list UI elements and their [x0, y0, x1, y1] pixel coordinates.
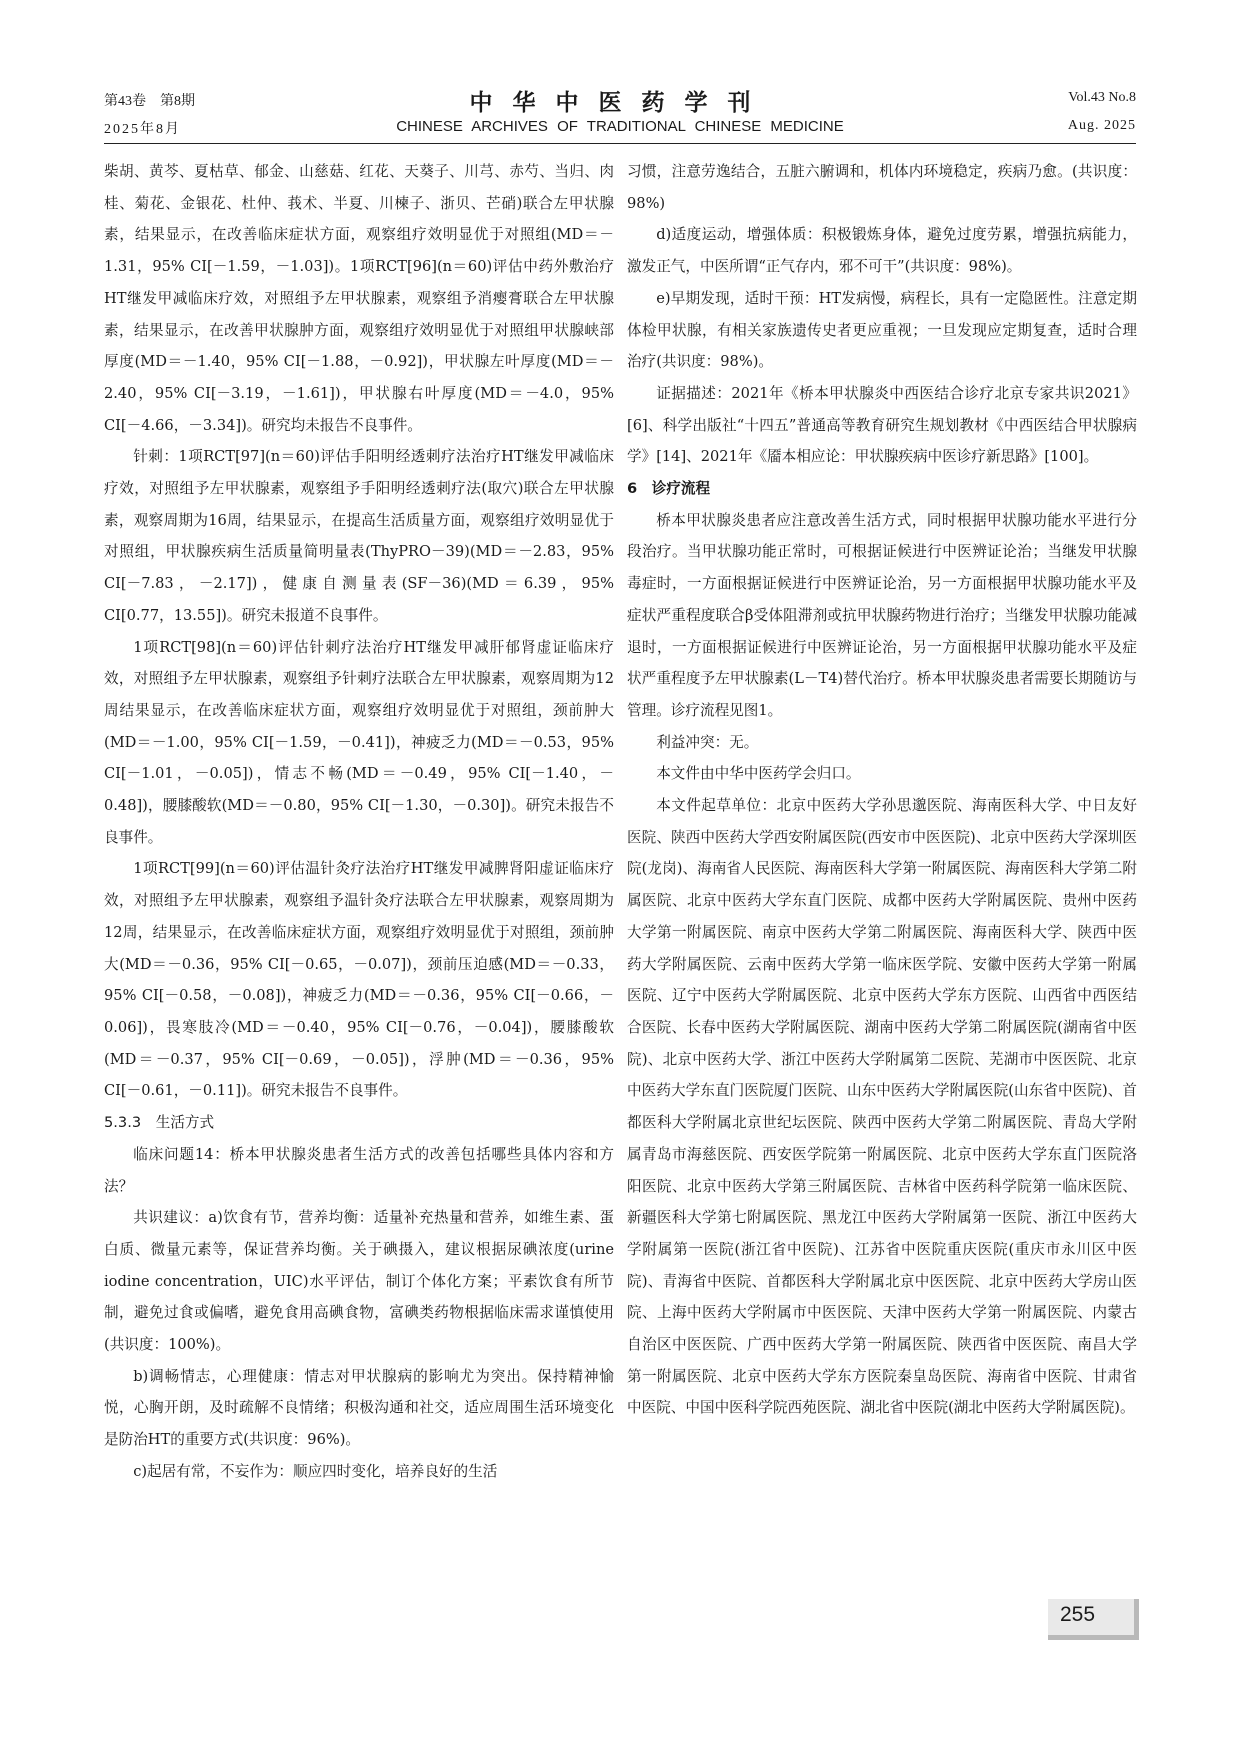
- journal-title-cn: 中华中医药学刊: [469, 90, 771, 116]
- paragraph: b)调畅情志，心理健康：情志对甲状腺病的影响尤为突出。保持精神愉悦，心胸开朗，及时疏解不良情绪；积极沟通和社交，适应周围生活环境变化是防治HT的重要方式(共识度：96%)。: [104, 1367, 614, 1449]
- page-number: 255: [1060, 1603, 1096, 1626]
- header-rule: [104, 143, 1136, 144]
- paragraph: 1项RCT[98](n＝60)评估针刺疗法治疗HT继发甲减肝郁肾虚证临床疗效，对照组予左甲状腺素，观察组予针刺疗法联合左甲状腺素，观察周期为12周结果显示，在改善临床症状方面，观察组疗效明显优于对照组，颈前肿大(MD＝－1.00，95% CI[－1.59，－0.41])，神疲乏力(MD＝－0.53，95% CI[－1.01，－0.05])，情志不畅(MD＝－0.49，95% CI[－1.40，－0.48])，腰膝酸软(MD＝－0.80，95% CI[－1.30，－0.30])。研究未报告不良事件。: [104, 638, 614, 846]
- paragraph: 桥本甲状腺炎患者应注意改善生活方式，同时根据甲状腺功能水平进行分段治疗。当甲状腺功能正常时，可根据证候进行中医辨证论治；当继发甲状腺毒症时，一方面根据证候进行中医辨证论治，另一方面根据甲状腺功能水平及症状严重程度联合β受体阻滞剂或抗甲状腺药物进行治疗；当继发甲状腺功能减退时，一方面根据证候进行中医辨证论治，另一方面根据甲状腺功能水平及症状严重程度予左甲状腺素(L－T4)替代治疗。桥本甲状腺炎患者需要长期随访与管理。诊疗流程见图1。: [627, 511, 1137, 719]
- volume-issue-en: Vol.43 No.8: [1068, 90, 1136, 105]
- paragraph: 柴胡、黄芩、夏枯草、郁金、山慈菇、红花、天葵子、川芎、赤芍、当归、肉桂、菊花、金银花、杜仲、莪术、半夏、川楝子、浙贝、芒硝)联合左甲状腺素，结果显示，在改善临床症状方面，观察组疗效明显优于对照组(MD＝－1.31，95% CI[－1.59，－1.03])。1项RCT[96](n＝60)评估中药外敷治疗HT继发甲减临床疗效，对照组予左甲状腺素，观察组予消瘿膏联合左甲状腺素，结果显示，在改善甲状腺肿方面，观察组疗效明显优于对照组甲状腺峡部厚度(MD＝－1.40，95% CI[－1.88，－0.92])，甲状腺左叶厚度(MD＝－2.40，95% CI[－3.19，－1.61])，甲状腺右叶厚度(MD＝－4.0，95% CI[－4.66，－3.34])。研究均未报告不良事件。: [104, 163, 614, 434]
- paragraph: 证据描述：2021年《桥本甲状腺炎中西医结合诊疗北京专家共识2021》[6]、科学出版社“十四五”普通高等教育研究生规划教材《中西医结合甲状腺病学》[14]、2021年《靥本相应论：甲状腺疾病中医诊疗新思路》[100]。: [627, 384, 1137, 466]
- issue-date-en: Aug. 2025: [1067, 118, 1136, 133]
- left-column: [104, 156, 614, 1488]
- paragraph: 本文件由中华中医药学会归口。: [656, 765, 861, 783]
- section-heading-5-3-3: 5.3.3 生活方式: [104, 1114, 215, 1132]
- journal-title-en: CHINESE ARCHIVES OF TRADITIONAL CHINESE MEDICINE: [396, 118, 844, 135]
- right-column: [627, 156, 1137, 1424]
- paragraph: e)早期发现，适时干预：HT发病慢，病程长，具有一定隐匿性。注意定期体检甲状腺，有相关家族遗传史者更应重视；一旦发现应定期复查，适时合理治疗(共识度：98%)。: [627, 289, 1137, 371]
- paragraph: 1项RCT[99](n＝60)评估温针灸疗法治疗HT继发甲减脾肾阳虚证临床疗效，对照组予左甲状腺素，观察组予温针灸疗法联合左甲状腺素，观察周期为12周，结果显示，在改善临床症状方面，观察组疗效明显优于对照组，颈前肿大(MD＝－0.36，95% CI[－0.65，－0.07])，颈前压迫感(MD＝－0.33，95% CI[－0.58，－0.08])，神疲乏力(MD＝－0.36，95% CI[－0.66，－0.06])，畏寒肢冷(MD＝－0.40，95% CI[－0.76，－0.04])，腰膝酸软(MD＝－0.37，95% CI[－0.69，－0.05])，浮肿(MD＝－0.36，95% CI[－0.61，－0.11])。研究未报告不良事件。: [104, 860, 614, 1100]
- paragraph: 临床问题14：桥本甲状腺炎患者生活方式的改善包括哪些具体内容和方法？: [104, 1145, 614, 1195]
- page-number-box: [1048, 1599, 1139, 1640]
- paragraph: c)起居有常，不妄作为：顺应四时变化，培养良好的生活: [133, 1462, 498, 1480]
- volume-issue: 第43卷 第8期: [104, 94, 195, 109]
- paragraph: 本文件起草单位：北京中医药大学孙思邈医院、海南医科大学、中日友好医院、陕西中医药大学西安附属医院(西安市中医医院)、北京中医药大学深圳医院(龙岗)、海南省人民医院、海南医科大学第一附属医院、海南医科大学第二附属医院、北京中医药大学东直门医院、成都中医药大学附属医院、贵州中医药大学第一附属医院、南京中医药大学第二附属医院、海南医科大学、陕西中医药大学附属医院、云南中医药大学第一临床医学院、安徽中医药大学第一附属医院、辽宁中医药大学附属医院、北京中医药大学东方医院、山西省中西医结合医院、长春中医药大学附属医院、湖南中医药大学第二附属医院(湖南省中医院)、北京中医药大学、浙江中医药大学附属第二医院、芜湖市中医医院、北京中医药大学东直门医院厦门医院、山东中医药大学附属医院(山东省中医院)、首都医科大学附属北京世纪坛医院、陕西中医药大学第二附属医院、青岛大学附属青岛市海慈医院、西安医学院第一附属医院、北京中医药大学东直门医院洛阳医院、北京中医药大学第三附属医院、吉林省中医药科学院第一临床医院、新疆医科大学第七附属医院、黑龙江中医药大学附属第一医院、浙江中医药大学附属第一医院(浙江省中医院)、江苏省中医院重庆医院(重庆市永川区中医院)、青海省中医院、首都医科大学附属北京中医医院、北京中医药大学房山医院、上海中医药大学附属市中医医院、天津中医药大学第一附属医院、内蒙古自治区中医医院、广西中医药大学第一附属医院、陕西省中医医院、南昌大学第一附属医院、北京中医药大学东方医院秦皇岛医院、海南省中医院、甘肃省中医院、中国中医科学院西苑医院、湖北省中医院(湖北中医药大学附属医院)。: [627, 797, 1137, 1417]
- issue-date-cn: 2025年8月: [104, 122, 181, 137]
- paragraph: 针刺：1项RCT[97](n＝60)评估手阳明经透刺疗法治疗HT继发甲减临床疗效，对照组予左甲状腺素，观察组予手阳明经透刺疗法(取穴)联合左甲状腺素，观察周期为16周，结果显示，在提高生活质量方面，观察组疗效明显优于对照组，甲状腺疾病生活质量简明量表(ThyPRO－39)(MD＝－2.83，95% CI[－7.83，－2.17])，健康自测量表(SF－36)(MD＝6.39，95% CI[0.77，13.55])。研究未报道不良事件。: [104, 448, 614, 624]
- paragraph: 习惯，注意劳逸结合，五脏六腑调和，机体内环境稳定，疾病乃愈。(共识度：98%): [627, 163, 1137, 212]
- running-header: [104, 84, 1136, 146]
- section-heading-6: 6 诊疗流程: [627, 480, 711, 498]
- paragraph: 共识建议：a)饮食有节，营养均衡：适量补充热量和营养，如维生素、蛋白质、微量元素等，保证营养均衡。关于碘摄入，建议根据尿碘浓度(urine iodine concentration，UIC)水平评估，制订个体化方案；平素饮食有所节制，避免过食或偏嗜，避免食用高碘食物，富碘类药物根据临床需求谨慎使用(共识度：100%)。: [104, 1209, 614, 1354]
- paragraph: 利益冲突：无。: [656, 733, 759, 751]
- paragraph: d)适度运动，增强体质：积极锻炼身体，避免过度劳累，增强抗病能力，激发正气，中医所谓“正气存内，邪不可干”(共识度：98%)。: [627, 226, 1137, 276]
